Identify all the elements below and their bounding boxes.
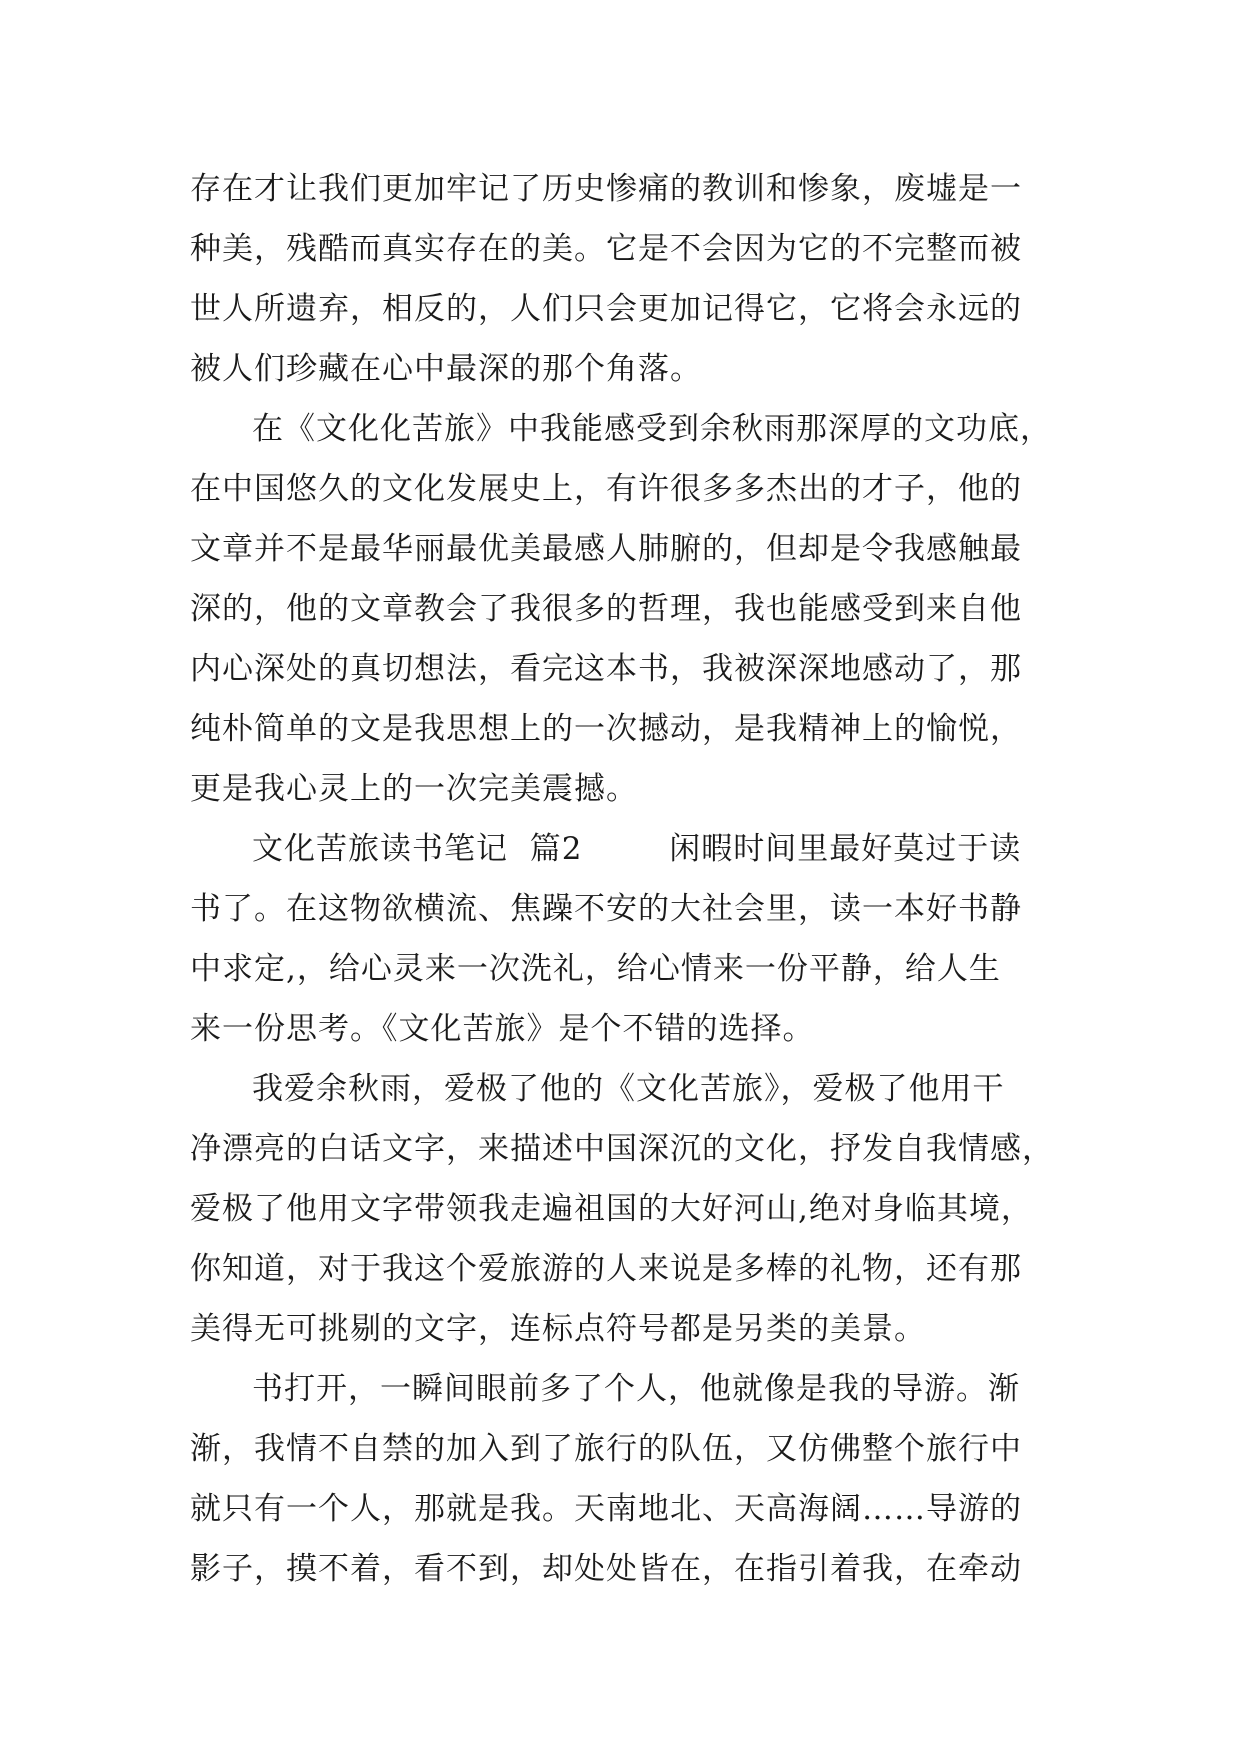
text-line: 更是我心灵上的一次完美震撼。 [190, 771, 638, 807]
text-line: 世人所遗弃，相反的，人们只会更加记得它，它将会永远的 [190, 291, 1022, 327]
text-line: 爱极了他用文字带领我走遍祖国的大好河山,绝对身临其境， [190, 1191, 1033, 1227]
text-line: 在中国悠久的文化发展史上，有许很多多杰出的才子，他的 [190, 471, 1022, 507]
text-line: 净漂亮的白话文字，来描述中国深沉的文化，抒发自我情感， [190, 1131, 1054, 1167]
section-heading-line: 文化苦旅读书笔记 篇2 闲暇时间里最好莫过于读 [252, 831, 1022, 867]
text-line: 种美，残酷而真实存在的美。它是不会因为它的不完整而被 [190, 231, 1022, 267]
text-line: 被人们珍藏在心中最深的那个角落。 [190, 351, 702, 387]
text-line: 深的，他的文章教会了我很多的哲理，我也能感受到来自他 [190, 591, 1022, 627]
text-line: 美得无可挑剔的文字，连标点符号都是另类的美景。 [190, 1311, 926, 1347]
text-line: 存在才让我们更加牢记了历史惨痛的教训和惨象，废墟是一 [190, 171, 1022, 207]
text-line: 文章并不是最华丽最优美最感人肺腑的，但却是令我感触最 [190, 531, 1022, 567]
paragraph-first-line: 书打开，一瞬间眼前多了个人，他就像是我的导游。渐 [252, 1371, 1020, 1407]
paragraph-first-line: 我爱余秋雨，爱极了他的《文化苦旅》，爱极了他用干 [252, 1071, 1005, 1107]
text-line: 纯朴简单的文是我思想上的一次撼动，是我精神上的愉悦， [190, 711, 1022, 747]
text-line: 书了。在这物欲横流、焦躁不安的大社会里，读一本好书静 [190, 891, 1022, 927]
text-line: 中求定,，给心灵来一次洗礼，给心情来一份平静，给人生 [190, 951, 1001, 987]
text-line: 就只有一个人，那就是我。天南地北、天高海阔……导游的 [190, 1491, 1022, 1527]
text-line: 来一份思考。《文化苦旅》是个不错的选择。 [190, 1011, 815, 1047]
text-line: 影子，摸不着，看不到，却处处皆在，在指引着我，在牵动 [190, 1551, 1022, 1587]
text-line: 内心深处的真切想法，看完这本书，我被深深地感动了，那 [190, 651, 1022, 687]
text-line: 你知道，对于我这个爱旅游的人来说是多棒的礼物，还有那 [190, 1251, 1022, 1287]
paragraph-first-line: 在《文化化苦旅》中我能感受到余秋雨那深厚的文功底， [252, 411, 1052, 447]
text-line: 渐，我情不自禁的加入到了旅行的队伍，又仿佛整个旅行中 [190, 1431, 1022, 1467]
